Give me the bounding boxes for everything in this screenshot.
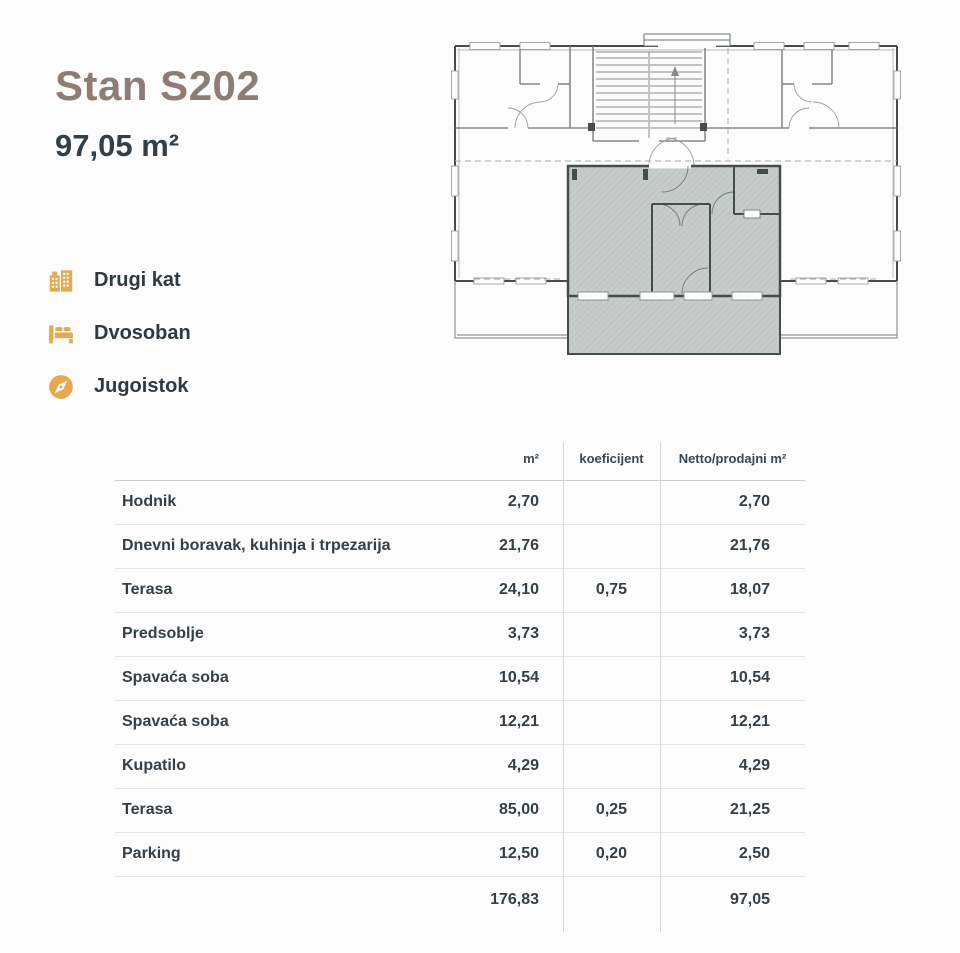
room-m2: 85,00 (445, 788, 563, 832)
total-m2: 176,83 (490, 891, 539, 909)
feature-floor-label: Drugi kat (94, 269, 181, 291)
feature-list (45, 254, 191, 413)
room-koeficijent (563, 744, 660, 788)
room-name: Terasa (115, 788, 445, 832)
feature-floor (45, 254, 191, 307)
room-name: Spavaća soba (115, 700, 445, 744)
feature-orientation-label: Jugoistok (94, 375, 189, 397)
col-koeficijent: koeficijent (563, 438, 660, 480)
column-divider (563, 442, 564, 932)
area-table-body (115, 480, 805, 876)
area-table (115, 438, 805, 924)
room-name: Predsoblje (115, 612, 445, 656)
total-netto: 97,05 (729, 891, 770, 909)
bed-icon (45, 318, 77, 350)
room-name: Dnevni boravak, kuhinja i trpezarija (115, 524, 445, 568)
room-koeficijent (563, 524, 660, 568)
total-label (115, 876, 445, 924)
room-netto: 21,25 (660, 788, 805, 832)
room-m2: 12,50 (445, 832, 563, 876)
feature-rooms-label: Dvosoban (94, 322, 191, 344)
room-m2: 12,21 (445, 700, 563, 744)
room-netto: 2,70 (660, 480, 805, 524)
room-name: Hodnik (115, 480, 445, 524)
room-m2: 4,29 (445, 744, 563, 788)
table-row (115, 612, 805, 656)
room-koeficijent: 0,20 (563, 832, 660, 876)
col-netto: Netto/prodajni m² (660, 438, 805, 480)
room-netto: 18,07 (660, 568, 805, 612)
room-m2: 24,10 (445, 568, 563, 612)
table-row (115, 700, 805, 744)
room-netto: 3,73 (660, 612, 805, 656)
table-row (115, 480, 805, 524)
room-koeficijent: 0,75 (563, 568, 660, 612)
table-row (115, 524, 805, 568)
compass-icon (45, 371, 77, 403)
room-name: Terasa (115, 568, 445, 612)
apartment-area: 97,05 m² (55, 128, 180, 163)
table-row (115, 788, 805, 832)
room-m2: 21,76 (445, 524, 563, 568)
room-koeficijent (563, 700, 660, 744)
table-header-row (115, 438, 805, 480)
feature-orientation (45, 360, 191, 413)
room-m2: 10,54 (445, 656, 563, 700)
total-koeficijent (563, 876, 660, 924)
room-name: Kupatilo (115, 744, 445, 788)
room-name: Parking (115, 832, 445, 876)
building-icon (45, 265, 77, 297)
feature-rooms (45, 307, 191, 360)
room-netto: 2,50 (660, 832, 805, 876)
room-koeficijent: 0,25 (563, 788, 660, 832)
col-room (115, 438, 445, 480)
room-netto: 21,76 (660, 524, 805, 568)
area-table-section (115, 438, 805, 924)
table-row (115, 568, 805, 612)
floor-plan (444, 26, 910, 368)
room-m2: 2,70 (445, 480, 563, 524)
table-row (115, 656, 805, 700)
room-name: Spavaća soba (115, 656, 445, 700)
column-divider (660, 442, 661, 932)
page-title: Stan S202 (55, 62, 261, 109)
room-m2: 3,73 (445, 612, 563, 656)
table-row (115, 744, 805, 788)
room-netto: 12,21 (660, 700, 805, 744)
room-koeficijent (563, 656, 660, 700)
room-koeficijent (563, 612, 660, 656)
col-m2: m² (445, 438, 563, 480)
room-netto: 10,54 (660, 656, 805, 700)
room-netto: 4,29 (660, 744, 805, 788)
table-row (115, 832, 805, 876)
room-koeficijent (563, 480, 660, 524)
table-total-row (115, 876, 805, 924)
